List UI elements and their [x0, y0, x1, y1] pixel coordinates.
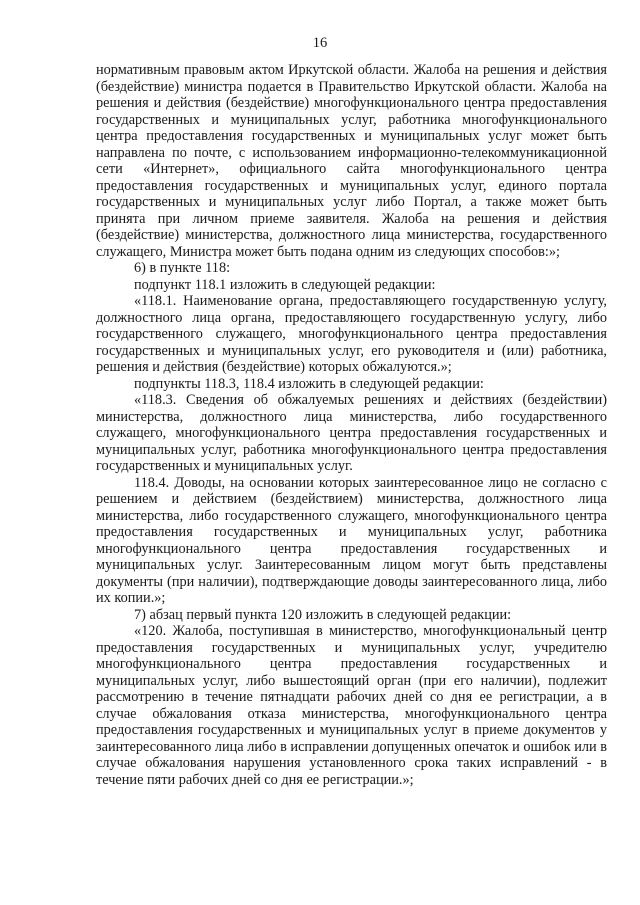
paragraph-subpoint-118-1-intro: подпункт 118.1 изложить в следующей редакции: — [134, 276, 436, 293]
paragraph-item-7: 7) абзац первый пункта 120 изложить в следующей редакции: — [134, 606, 512, 623]
paragraph-subpoints-118-3-118-4-intro: подпункты 118.3, 118.4 изложить в следующей редакции: — [134, 375, 484, 392]
paragraph-subpoint-118-3: «118.3. Сведения об обжалуемых решениях и действиях (бездействии) министерства, должностного лица министерства, либо государственного служащего, многофункционального центра предоставления государственных и муниципальных услуг, работника многофункционального центра предоставления государственных и муниципальных услуг. — [96, 392, 607, 474]
paragraph-subpoint-118-4: 118.4. Доводы, на основании которых заинтересованное лицо не согласно с решением и действием (бездействием) министерства, должностного лица министерства, либо государственного служащего, многофункционального центра предоставления государственных и муниципальных услуг, работника многофункционального центра предоставления государственных и муниципальных услуг. Заинтересованным лицом могут быть представлены документы (при наличии), подтверждающие доводы заинтересованного лица, либо их копии.»; — [96, 474, 607, 606]
paragraph-item-6: 6) в пункте 118: — [134, 260, 231, 276]
document-body — [96, 62, 607, 788]
paragraph-continuation: нормативным правовым актом Иркутской области. Жалоба на решения и действия (бездействие) министра подается в Правительство Иркутской области. Жалоба на решения и действия (бездействие) многофункционального центра предоставления государственных и муниципальных услуг, работника многофункционального центра предоставления государственных и муниципальных услуг может быть направлена по почте, с использованием информационно-телекоммуникационной сети «Интернет», официального сайта многофункционального центра предоставления государственных и муниципальных услуг, единого портала государственных и муниципальных услуг либо Портал, а также может быть принята при личном приеме заявителя. Жалоба на решения и действия (бездействие) министерства, должностного лица министерства, государственного служащего, Министра может быть подана одним из следующих способов:»; — [96, 62, 607, 260]
page-number: 16 — [312, 35, 328, 51]
paragraph-point-120: «120. Жалоба, поступившая в министерство, многофункциональный центр предоставления государственных и муниципальных услуг, учредителю многофункционального центра предоставления государственных и муниципальных услуг, либо вышестоящий орган (при его наличии), подлежит рассмотрению в течение пятнадцати рабочих дней со дня ее регистрации, а в случае обжалования отказа министерства, многофункционального центра предоставления государственных и муниципальных услуг в приеме документов у заинтересованного лица либо в исправлении допущенных опечаток и ошибок или в случае обжалования нарушения установленного срока таких исправлений - в течение пяти рабочих дней со дня ее регистрации.»; — [96, 623, 607, 788]
paragraph-subpoint-118-1: «118.1. Наименование органа, предоставляющего государственную услугу, должностного лица органа, предоставляющего государственную услугу, либо государственного служащего, многофункционального центра предоставления государственных и муниципальных услуг, его руководителя и (или) работника, решения и действия (бездействие) которых обжалуются.»; — [96, 293, 607, 375]
